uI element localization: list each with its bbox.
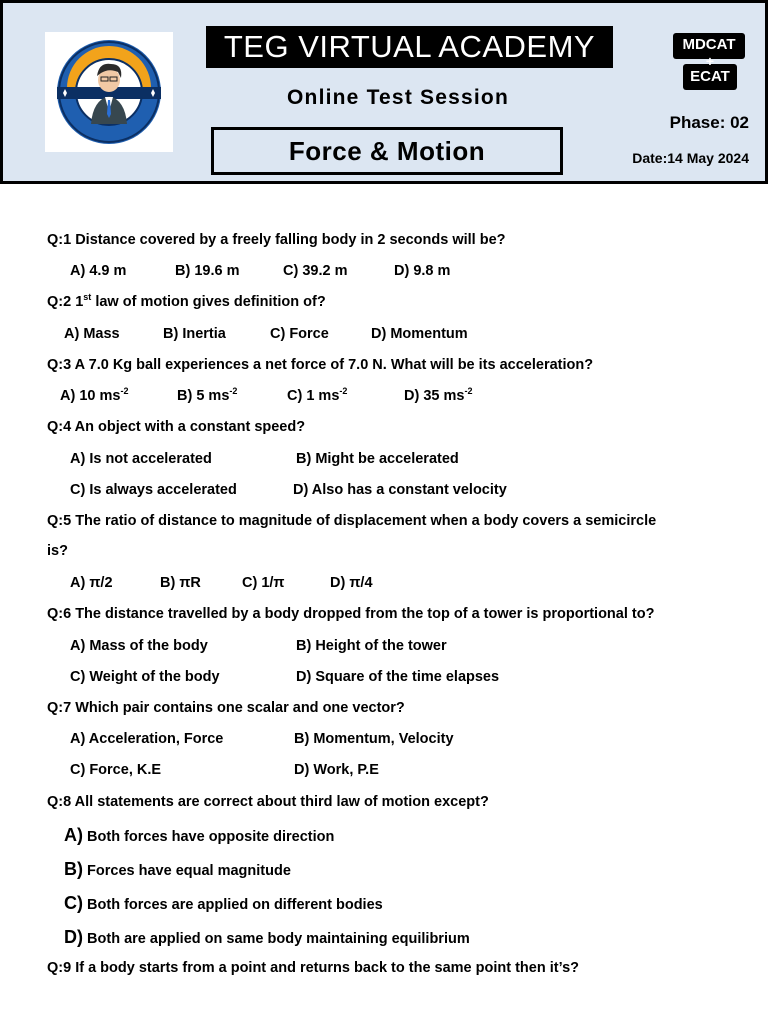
q8-option-d: D) Both are applied on same body maintaining equilibrium [64, 927, 470, 947]
q2-option-d: D) Momentum [371, 326, 468, 342]
q6-option-b: B) Height of the tower [296, 638, 447, 654]
phase-label: Phase: 02 [669, 113, 749, 132]
q4-option-a: A) Is not accelerated [70, 451, 212, 467]
q8-option-a: A) Both forces have opposite direction [64, 825, 335, 845]
q7-option-d: D) Work, P.E [294, 762, 379, 778]
question-7: Q:7 Which pair contains one scalar and one vector? [47, 700, 405, 716]
q3-option-c: C) 1 $ms^{-2}$ [287, 386, 348, 404]
header-banner [0, 0, 768, 184]
question-6: Q:6 The distance travelled by a body dropped from the top of a tower is proportional to? [47, 606, 655, 622]
expert-guru-logo-icon [45, 32, 173, 152]
question-5-continued: is? [47, 543, 68, 559]
q3-option-d: D) 35 $ms^{-2}$ [404, 386, 473, 404]
badge-mdcat: MDCAT [673, 33, 745, 59]
q5-option-d: D) π/4 [330, 575, 373, 591]
q6-option-c: C) Weight of the body [70, 669, 220, 685]
badge-ecat: ECAT [683, 64, 737, 90]
question-8: Q:8 All statements are correct about third law of motion except? [47, 794, 489, 810]
q4-option-c: C) Is always accelerated [70, 482, 237, 498]
q1-option-a: A) 4.9 m [70, 263, 127, 279]
question-9: Q:9 If a body starts from a point and returns back to the same point then it’s? [47, 960, 580, 976]
q2-option-b: B) Inertia [163, 326, 226, 342]
q5-option-b: B) πR [160, 575, 201, 591]
q1-option-b: B) 19.6 m [175, 263, 240, 279]
q6-option-d: D) Square of the time elapses [296, 669, 500, 685]
q2-option-c: C) Force [270, 326, 329, 342]
q7-option-b: B) Momentum, Velocity [294, 731, 454, 747]
q5-option-c: C) 1/π [242, 575, 285, 591]
q7-option-a: A) Acceleration, Force [70, 731, 224, 747]
q4-option-b: B) Might be accelerated [296, 451, 459, 467]
question-4: Q:4 An object with a constant speed? [47, 419, 306, 435]
q8-option-c: C) Both forces are applied on different bodies [64, 893, 383, 913]
question-1: Q:1 Distance covered by a freely falling body in 2 seconds will be? [47, 232, 506, 248]
q3-option-b: B) 5 $ms^{-2}$ [177, 386, 238, 404]
date-label: Date:14 May 2024 [632, 150, 749, 166]
q6-option-a: A) Mass of the body [70, 638, 208, 654]
topic-title: Force & Motion [211, 127, 563, 175]
q8-option-b: B) Forces have equal magnitude [64, 859, 291, 879]
q5-option-a: A) π/2 [70, 575, 113, 591]
question-5: Q:5 The ratio of distance to magnitude of displacement when a body covers a semicircle [47, 513, 657, 529]
q3-option-a: A) 10 $ms^{-2}$ [60, 386, 129, 404]
question-2: Q:2 1st law of motion gives definition of? [47, 292, 326, 310]
q2-option-a: A) Mass [64, 326, 120, 342]
badge-plus: + [705, 53, 715, 69]
session-title: Online Test Session [287, 86, 509, 109]
logo [45, 32, 173, 152]
q1-option-c: C) 39.2 m [283, 263, 348, 279]
question-3: Q:3 A 7.0 Kg ball experiences a net force of 7.0 N. What will be its acceleration? [47, 357, 594, 373]
q4-option-d: D) Also has a constant velocity [293, 482, 507, 498]
q7-option-c: C) Force, K.E [70, 762, 162, 778]
academy-name: TEG VIRTUAL ACADEMY [206, 26, 613, 68]
q1-option-d: D) 9.8 m [394, 263, 451, 279]
